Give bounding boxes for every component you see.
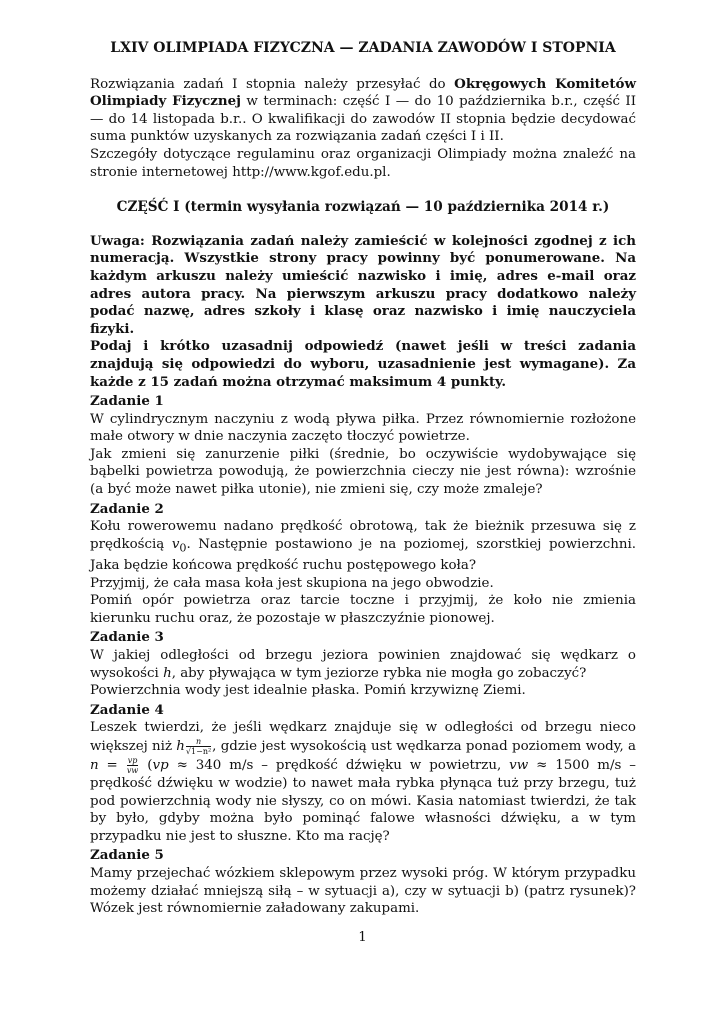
task-4-text (90, 719, 636, 845)
task-4-title: Zadanie 4 (90, 701, 164, 718)
var-h: h (176, 739, 185, 755)
var-vw: vw (509, 758, 529, 774)
paren-open: ( (139, 758, 153, 774)
website-paragraph: Szczegóły dotyczące regulaminu oraz organizacji Olimpiady można znaleźć na stronie internetowej http://www.kgof.edu.pl. (90, 146, 636, 180)
task-4-text-b: , gdzie jest wysokością ust wędkarza ponad poziomem wody, a (212, 739, 637, 755)
fraction-denominator: vw (126, 766, 139, 776)
task-1-question: Jak zmieni się zanurzenie piłki (średnie, bo oczywiście wydobywające się bąbelki powietrza powodują, że powierzchnia cieczy nie jest równa): wzrośnie (a być może nawet piłka utonie), nie zmieni się, czy może zmaleje? (90, 446, 636, 498)
task-3-title: Zadanie 3 (90, 629, 164, 646)
var-vp: vp ≈ (152, 758, 188, 774)
task-2-title: Zadanie 2 (90, 500, 164, 517)
task-3-text-b: , aby pływająca w tym jeziorze rybka nie mogła go zobaczyć? (171, 665, 587, 681)
note-paragraph: Uwaga: Rozwiązania zadań należy zamieścić w kolejności zgodnej z ich numeracją. Wszystkie strony pracy powinny być ponumerowane. Na każdym arkuszu należy umieścić nazwisko i imię, adres e-mail oraz adres autora pracy. Na pierwszym arkuszu pracy dodatkowo należy podać nazwę, adres szkoły i klasę oraz nazwisko i imię nauczyciela fizyki. (90, 232, 636, 337)
task-2-assumption: Przyjmij, że cała masa koła jest skupiona na jego obwodzie. (90, 575, 494, 591)
intro-text-continued: w terminach: część I — do 10 października b.r., część II — do 14 listopada b.r.. O kwalifikacji do zawodów II stopnia będzie decydować suma punktów uzyskanych za rozwiązania zadań części I i II. (90, 94, 636, 145)
task-1-text: W cylindrycznym naczyniu z wodą pływa piłka. Przez równomiernie rozłożone małe otwory w dnie naczynia zaczęto tłoczyć powietrze. (90, 411, 636, 445)
task-3-assumption: Powierzchnia wody jest idealnie płaska. Pomiń krzywiznę Ziemi. (90, 683, 526, 699)
var-v: v (171, 536, 180, 552)
document-title: LXIV OLIMPIADA FIZYCZNA — ZADANIA ZAWODÓW I STOPNIA (110, 40, 616, 56)
section-title: CZĘŚĆ I (termin wysyłania rozwiązań — 10 października 2014 r.) (116, 199, 610, 216)
intro-paragraph (90, 76, 636, 146)
task-3-text (90, 647, 636, 682)
task-4-text-d: 340 m/s – prędkość dźwięku w powietrzu, (187, 758, 510, 774)
fraction-numerator: n (186, 737, 211, 747)
committee-name: Okręgowych Komitetów Olimpiady Fizycznej (90, 75, 636, 110)
task-1-title: Zadanie 1 (90, 393, 164, 410)
task-2-text (90, 518, 636, 574)
task-5-text: Mamy przejechać wózkiem sklepowym przez wysoki próg. W którym przypadku możemy działać mniejszą siłą – w sytuacji a), czy w sytuacji b) (patrz rysunek)? Wózek jest równomiernie załadowany zakupami. (90, 866, 636, 917)
intro-text: Rozwiązania zadań I stopnia należy przesyłać do (90, 76, 455, 92)
fraction-vp-vw (127, 756, 139, 775)
fraction-denominator: √1−n² (185, 747, 212, 757)
task-2-text-b: . Następnie postawiono je na poziomej, szorstkiej powierzchni. Jaka będzie końcowa prędkość ruchu postępowego koła? (90, 536, 636, 574)
page-number: 1 (358, 930, 367, 945)
task-3-text-a: W jakiej odległości od brzegu jeziora powinien znajdować się wędkarz o wysokości (90, 648, 636, 681)
task-2-text-a: Kołu rowerowemu nadano prędkość obrotową, tak że bieżnik przesuwa się z prędkością (90, 519, 636, 552)
task-4-text-a: Leszek twierdzi, że jeśli wędkarz znajduje się w odległości od brzegu nieco większej niż (90, 720, 636, 755)
task-2-assumption-2: Pomiń opór powietrza oraz tarcie toczne i przyjmij, że koło nie zmienia kierunku ruchu oraz, że pozostaje w płaszczyźnie pionowej. (90, 593, 636, 626)
fraction-n-sqrt (186, 737, 211, 756)
fraction-numerator: vp (127, 756, 138, 766)
task-5-title: Zadanie 5 (90, 847, 164, 864)
task-4-text-e: ≈ 1500 m/s – prędkość dźwięku w wodzie) to nawet mała rybka płynąca tuż przy brzegu, tuż pod powierzchnią wody nie słyszy, co on mówi. Kasia natomiast twierdzi, że tak by było, gdyby można było pominąć falowe własności dźwięku, a w tym przypadku nie jest to słuszne. Kto ma rację? (90, 758, 636, 844)
var-n: n = (90, 758, 118, 774)
instructions-paragraph: Podaj i krótko uzasadnij odpowiedź (nawet jeśli w treści zadania znajdują się odpowiedzi do wyboru, uzasadnienie jest wymagane). Za każde z 15 zadań można otrzymać maksimum 4 punkty. (90, 338, 636, 390)
var-v-subscript: 0 (179, 541, 187, 555)
document-page (90, 40, 636, 918)
var-h: h (163, 665, 172, 681)
